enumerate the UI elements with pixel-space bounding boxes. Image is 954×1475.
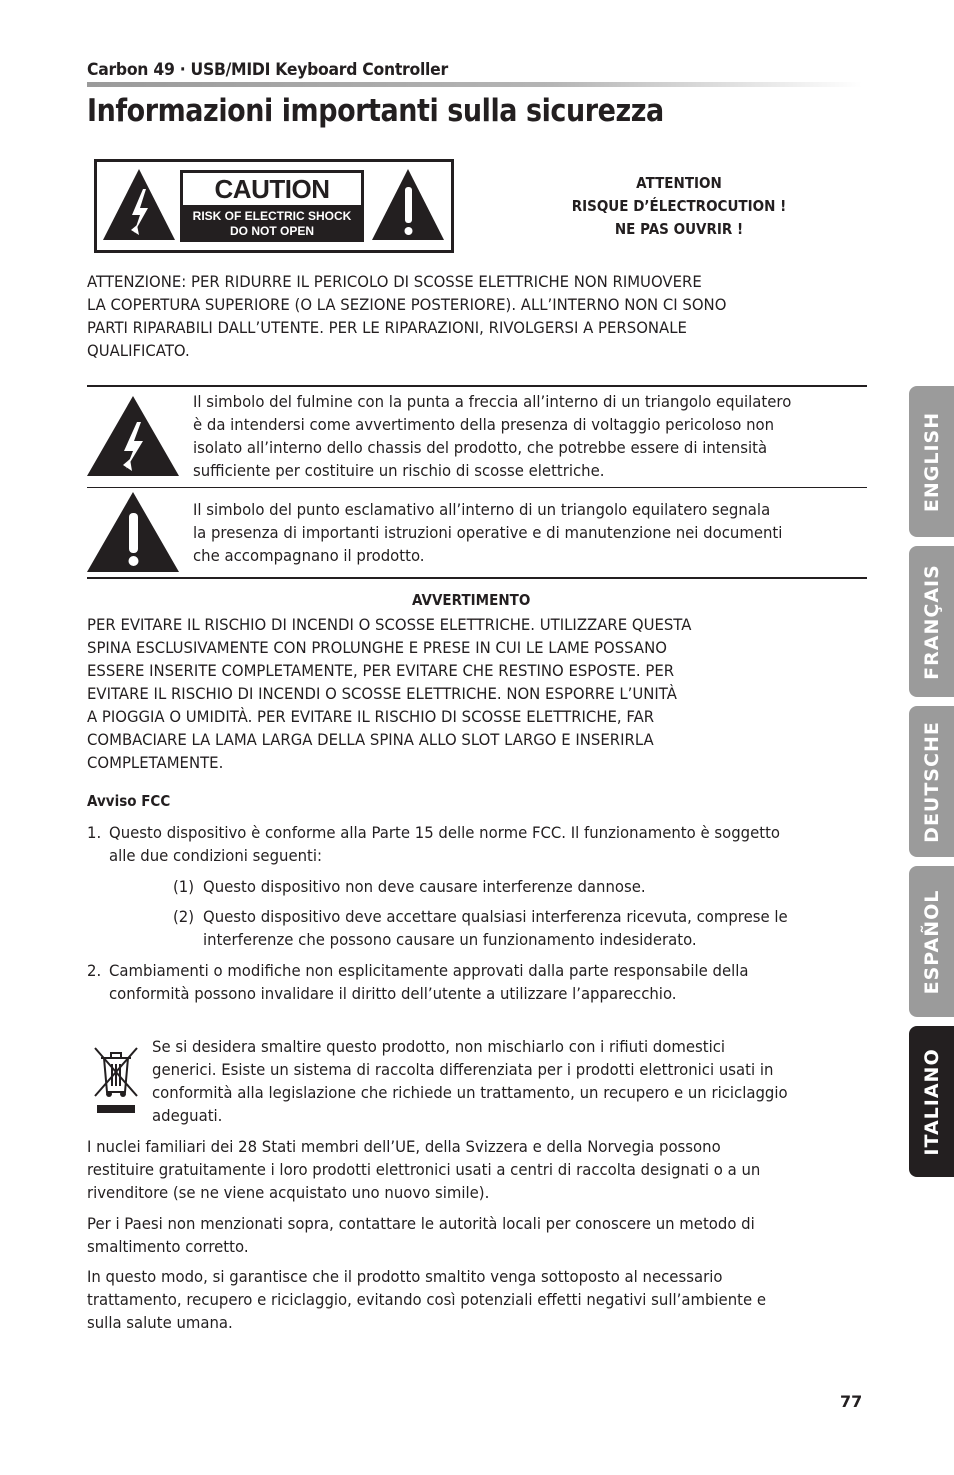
page-title: Informazioni importanti sulla sicurezza (87, 93, 664, 129)
fcc-line: Cambiamenti o modifiche non esplicitamente approvati dalla parte responsabile della (109, 961, 749, 980)
tab-francais-label: FRANÇAIS (920, 563, 943, 680)
disposal-line: I nuclei familiari dei 28 Stati membri dell’UE, della Svizzera e della Norvegia possono (87, 1137, 721, 1156)
attention-line-3: NE PAS OUVRIR ! (614, 220, 744, 238)
description-line: che accompagnano il prodotto. (193, 546, 425, 565)
avvertimento-line: PER EVITARE IL RISCHIO DI INCENDI O SCOSSE ELETTRICHE. UTILIZZARE QUESTA (87, 615, 692, 634)
attention-block (558, 172, 799, 241)
disposal-line: restituire gratuitamente i loro prodotti elettronici usati a centri di raccolta designati o a un (87, 1160, 761, 1179)
attention-line-1: ATTENTION (636, 174, 722, 192)
weee-line: adeguati. (152, 1106, 223, 1125)
caution-text-panel (180, 170, 364, 242)
caution-word: CAUTION (183, 173, 361, 205)
avvertimento-paragraph (87, 613, 691, 774)
avvertimento-line: COMBACIARE LA LAMA LARGA DELLA SPINA ALLO SLOT LARGO E INSERIRLA (87, 730, 654, 749)
tab-english-label: ENGLISH (920, 411, 943, 512)
fcc-item-1-text (109, 821, 780, 867)
avvertimento-line: ESSERE INSERITE COMPLETAMENTE, PER EVITARE CHE RESTINO ESPOSTE. PER (87, 661, 675, 680)
exclamation-triangle-icon (86, 491, 180, 573)
table-middle-rule (87, 487, 867, 488)
fcc-item-1-number: 1. (87, 823, 102, 842)
warning-line: QUALIFICATO. (87, 341, 190, 360)
tab-italiano-label: ITALIANO (920, 1047, 943, 1156)
tab-italiano[interactable] (909, 1026, 954, 1177)
fcc-sub-1-number: (1) (173, 877, 195, 896)
tab-deutsche[interactable] (909, 706, 954, 857)
warning-paragraph (87, 270, 726, 362)
weee-line: generici. Esiste un sistema di raccolta differenziata per i prodotti elettronici usati in (152, 1060, 774, 1079)
fcc-item-2-number: 2. (87, 961, 102, 980)
fcc-line: conformità possono invalidare il diritto dell’utente a utilizzare l’apparecchio. (109, 984, 677, 1003)
avvertimento-line: SPINA ESCLUSIVAMENTE CON PROLUNGHE E PRESE IN CUI LE LAME POSSANO (87, 638, 667, 657)
tab-deutsche-label: DEUTSCHE (920, 720, 943, 843)
weee-paragraph (152, 1035, 788, 1127)
fcc-line: Questo dispositivo deve accettare qualsiasi interferenza ricevuta, comprese le (203, 907, 788, 926)
tab-english[interactable] (909, 386, 954, 537)
fcc-item-2-text (109, 959, 748, 1005)
disposal-paragraph-2 (87, 1212, 755, 1258)
fcc-line: Questo dispositivo è conforme alla Parte 15 delle norme FCC. Il funzionamento è soggetto (109, 823, 781, 842)
table-top-rule (87, 385, 867, 387)
disposal-paragraph-3 (87, 1265, 766, 1334)
avvertimento-line: EVITARE IL RISCHIO DI INCENDI O SCOSSE ELETTRICHE. NON ESPORRE L’UNITÀ (87, 684, 677, 703)
description-line: Il simbolo del fulmine con la punta a freccia all’interno di un triangolo equilatero (193, 392, 792, 411)
disposal-line: trattamento, recupero e riciclaggio, evitando così potenziali effetti negativi sull’ambiente e (87, 1290, 767, 1309)
warning-line: ATTENZIONE: PER RIDURRE IL PERICOLO DI SCOSSE ELETTRICHE NON RIMUOVERE (87, 272, 702, 291)
avvertimento-heading: AVVERTIMENTO (412, 591, 531, 609)
page-number: 77 (840, 1392, 863, 1411)
weee-line: conformità alla legislazione che richiede un trattamento, un recupero e un riciclaggio (152, 1083, 788, 1102)
lightning-triangle-icon (101, 167, 177, 242)
disposal-paragraph-1 (87, 1135, 760, 1204)
product-header: Carbon 49 · USB/MIDI Keyboard Controller (87, 60, 448, 80)
lightning-symbol-description (193, 390, 791, 482)
tab-espanol-label: ESPAÑOL (920, 889, 943, 994)
fcc-line: alle due condizioni seguenti: (109, 846, 323, 865)
avvertimento-line: COMPLETAMENTE. (87, 753, 224, 772)
description-line: la presenza di importanti istruzioni operative e di manutenzione nei documenti (193, 523, 783, 542)
fcc-line: Questo dispositivo non deve causare interferenze dannose. (203, 877, 646, 896)
crossed-bin-icon (92, 1044, 140, 1116)
fcc-sub-1-text (203, 875, 646, 898)
header-rule (87, 82, 862, 87)
fcc-line: interferenze che possono causare un funzionamento indesiderato. (203, 930, 697, 949)
exclamation-symbol-description (193, 498, 782, 567)
weee-line: Se si desidera smaltire questo prodotto, non mischiarlo con i rifiuti domestici (152, 1037, 726, 1056)
avvertimento-line: A PIOGGIA O UMIDITÀ. PER EVITARE IL RISCHIO DI SCOSSE ELETTRICHE, FAR (87, 707, 655, 726)
lightning-triangle-icon (86, 395, 180, 477)
description-line: sufficiente per costituire un rischio di scosse elettriche. (193, 461, 605, 480)
warning-line: PARTI RIPARABILI DALL’UTENTE. PER LE RIPARAZIONI, RIVOLGERSI A PERSONALE (87, 318, 687, 337)
tab-espanol[interactable] (909, 866, 954, 1017)
fcc-sub-2-text (203, 905, 788, 951)
warning-line: LA COPERTURA SUPERIORE (O LA SEZIONE POSTERIORE). ALL’INTERNO NON CI SONO (87, 295, 727, 314)
exclamation-triangle-icon (370, 167, 446, 242)
caution-line-2: DO NOT OPEN (229, 224, 314, 238)
disposal-line: sulla salute umana. (87, 1313, 233, 1332)
disposal-line: smaltimento corretto. (87, 1237, 249, 1256)
attention-line-2: RISQUE D’ÉLECTROCUTION ! (571, 197, 787, 215)
description-line: è da intendersi come avvertimento della presenza di voltaggio pericoloso non (193, 415, 775, 434)
table-bottom-rule (87, 577, 867, 579)
caution-line-1: RISK OF ELECTRIC SHOCK (192, 209, 352, 223)
description-line: Il simbolo del punto esclamativo all’interno di un triangolo equilatero segnala (193, 500, 771, 519)
fcc-heading: Avviso FCC (87, 792, 171, 810)
disposal-line: Per i Paesi non menzionati sopra, contattare le autorità locali per conoscere un metodo di (87, 1214, 755, 1233)
description-line: isolato all’interno dello chassis del prodotto, che potrebbe essere di intensità (193, 438, 768, 457)
fcc-sub-2-number: (2) (173, 907, 195, 926)
disposal-line: rivenditore (se ne viene acquistato uno nuovo simile). (87, 1183, 490, 1202)
tab-francais[interactable] (909, 546, 954, 697)
disposal-line: In questo modo, si garantisce che il prodotto smaltito venga sottoposto al necessario (87, 1267, 723, 1286)
